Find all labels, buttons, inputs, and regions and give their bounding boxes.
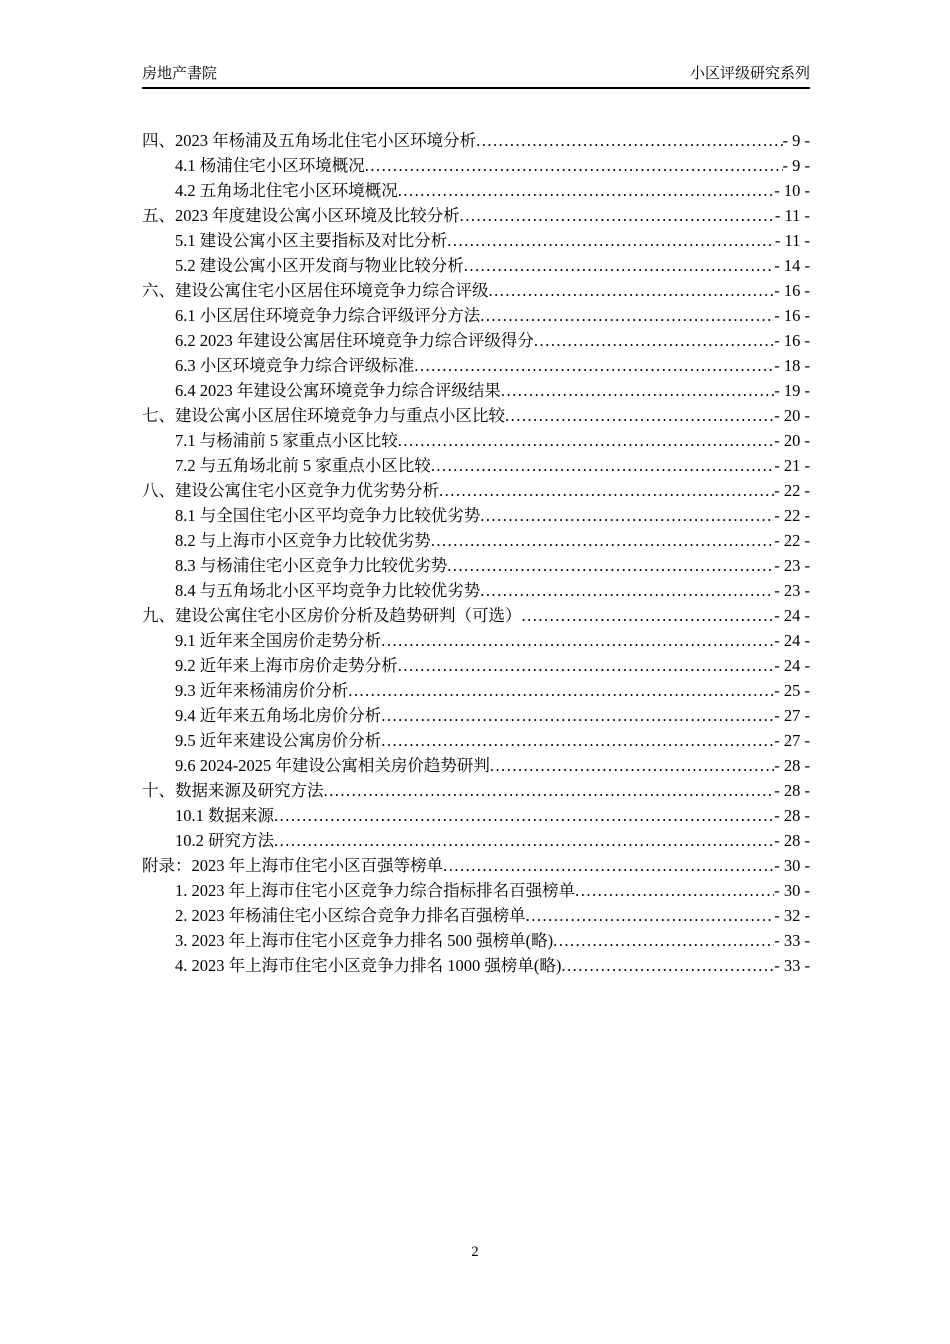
toc-entry[interactable]: [142, 428, 810, 453]
toc-entry-page: - 20 -: [774, 431, 810, 450]
toc-entry[interactable]: [142, 928, 810, 953]
toc-entry[interactable]: [142, 628, 810, 653]
toc-entry-title: 4.1 杨浦住宅小区环境概况: [175, 156, 365, 175]
toc-dot-leader: [501, 378, 774, 403]
toc-entry-title: 八、建设公寓住宅小区竞争力优劣势分析: [142, 481, 439, 500]
toc-entry-page: - 19 -: [774, 381, 810, 400]
toc-entry[interactable]: [142, 403, 810, 428]
toc-dot-leader: [381, 728, 774, 753]
toc-entry-title: 8.2 与上海市小区竞争力比较优劣势: [175, 531, 431, 550]
toc-entry[interactable]: [142, 653, 810, 678]
toc-entry[interactable]: [142, 778, 810, 803]
toc-entry[interactable]: [142, 878, 810, 903]
toc-entry-title: 8.4 与五角场北小区平均竞争力比较优劣势: [175, 581, 481, 600]
toc-entry-title: 1. 2023 年上海市住宅小区竞争力综合指标排名百强榜单: [175, 881, 576, 900]
toc-entry[interactable]: [142, 678, 810, 703]
toc-entry-page: - 28 -: [774, 756, 810, 775]
toc-entry-page: - 23 -: [774, 556, 810, 575]
toc-entry-title: 六、建设公寓住宅小区居住环境竞争力综合评级: [142, 281, 489, 300]
toc-entry[interactable]: [142, 578, 810, 603]
toc-entry-title: 九、建设公寓住宅小区房价分析及趋势研判（可选）: [142, 606, 522, 625]
toc-entry-page: - 24 -: [774, 606, 810, 625]
toc-entry-title: 四、2023 年杨浦及五角场北住宅小区环境分析: [142, 131, 477, 150]
toc-entry-page: - 27 -: [774, 731, 810, 750]
toc-dot-leader: [398, 653, 775, 678]
toc-dot-leader: [476, 128, 782, 153]
toc-list: [142, 128, 810, 978]
toc-dot-leader: [274, 803, 774, 828]
toc-entry-page: - 9 -: [782, 156, 810, 175]
toc-dot-leader: [534, 328, 774, 353]
toc-entry[interactable]: [142, 228, 810, 253]
toc-entry-page: - 11 -: [774, 206, 810, 225]
page-footer: [0, 1243, 950, 1261]
toc-dot-leader: [480, 578, 774, 603]
toc-entry-page: - 14 -: [774, 256, 810, 275]
toc-entry-title: 6.4 2023 年建设公寓环境竞争力综合评级结果: [175, 381, 501, 400]
toc-entry-title: 9.3 近年来杨浦房价分析: [175, 681, 349, 700]
toc-entry[interactable]: [142, 728, 810, 753]
toc-entry[interactable]: [142, 353, 810, 378]
toc-dot-leader: [324, 778, 775, 803]
toc-entry[interactable]: [142, 553, 810, 578]
toc-entry-page: - 16 -: [774, 306, 810, 325]
toc-entry[interactable]: [142, 278, 810, 303]
toc-entry-page: - 22 -: [774, 481, 810, 500]
toc-entry-title: 3. 2023 年上海市住宅小区竞争力排名 500 强榜单(略): [175, 931, 554, 950]
toc-dot-leader: [526, 903, 775, 928]
toc-entry-title: 10.1 数据来源: [175, 806, 274, 825]
toc-dot-leader: [505, 403, 774, 428]
toc-entry[interactable]: [142, 803, 810, 828]
toc-entry-page: - 25 -: [774, 681, 810, 700]
toc-entry-page: - 9 -: [782, 131, 810, 150]
toc-entry-page: - 18 -: [774, 356, 810, 375]
toc-entry[interactable]: [142, 853, 810, 878]
toc-entry[interactable]: [142, 903, 810, 928]
toc-entry[interactable]: [142, 528, 810, 553]
toc-dot-leader: [431, 528, 775, 553]
toc-entry[interactable]: [142, 478, 810, 503]
toc-entry[interactable]: [142, 128, 810, 153]
header-right-text: 小区评级研究系列: [689, 65, 810, 82]
toc-entry[interactable]: [142, 328, 810, 353]
toc-entry-title: 8.1 与全国住宅小区平均竞争力比较优劣势: [175, 506, 481, 525]
toc-entry-title: 9.2 近年来上海市房价走势分析: [175, 656, 398, 675]
toc-entry[interactable]: [142, 703, 810, 728]
toc-entry-page: - 33 -: [774, 956, 810, 975]
toc-dot-leader: [490, 753, 774, 778]
toc-entry-title: 9.4 近年来五角场北房价分析: [175, 706, 382, 725]
toc-entry-title: 4.2 五角场北住宅小区环境概况: [175, 181, 398, 200]
header-row: [142, 0, 810, 82]
toc-entry[interactable]: [142, 253, 810, 278]
toc-entry-title: 7.1 与杨浦前 5 家重点小区比较: [175, 431, 398, 450]
toc-entry-title: 8.3 与杨浦住宅小区竞争力比较优劣势: [175, 556, 448, 575]
toc-entry[interactable]: [142, 203, 810, 228]
toc-dot-leader: [447, 228, 775, 253]
toc-entry-title: 6.3 小区环境竞争力综合评级标准: [175, 356, 415, 375]
page-header: [142, 0, 810, 89]
toc-entry-page: - 11 -: [774, 231, 810, 250]
toc-dot-leader: [480, 503, 774, 528]
toc-entry-title: 五、2023 年度建设公寓小区环境及比较分析: [142, 206, 460, 225]
toc-entry-page: - 27 -: [774, 706, 810, 725]
toc-entry-page: - 23 -: [774, 581, 810, 600]
toc-entry-page: - 28 -: [774, 781, 810, 800]
toc-entry-page: - 24 -: [774, 656, 810, 675]
toc-dot-leader: [553, 928, 774, 953]
toc-dot-leader: [414, 353, 774, 378]
toc-entry-title: 5.1 建设公寓小区主要指标及对比分析: [175, 231, 448, 250]
toc-entry-title: 9.5 近年来建设公寓房价分析: [175, 731, 382, 750]
toc-dot-leader: [398, 178, 775, 203]
toc-dot-leader: [381, 628, 774, 653]
toc-entry-title: 10.2 研究方法: [175, 831, 274, 850]
toc-dot-leader: [365, 153, 783, 178]
toc-entry-title: 9.6 2024-2025 年建设公寓相关房价趋势研判: [175, 756, 490, 775]
toc-dot-leader: [348, 678, 774, 703]
toc-entry[interactable]: [142, 953, 810, 978]
toc-dot-leader: [575, 878, 774, 903]
toc-entry-title: 七、建设公寓小区居住环境竞争力与重点小区比较: [142, 406, 505, 425]
toc-dot-leader: [522, 603, 775, 628]
toc-entry-title: 9.1 近年来全国房价走势分析: [175, 631, 382, 650]
toc-entry-page: - 28 -: [774, 831, 810, 850]
toc-entry-title: 附录：2023 年上海市住宅小区百强等榜单: [142, 856, 444, 875]
toc-dot-leader: [439, 478, 774, 503]
toc-entry-page: - 24 -: [774, 631, 810, 650]
header-rule: [142, 87, 810, 89]
toc-dot-leader: [431, 453, 775, 478]
toc-entry-page: - 28 -: [774, 806, 810, 825]
toc-entry-page: - 20 -: [774, 406, 810, 425]
toc-entry[interactable]: [142, 153, 810, 178]
toc-entry[interactable]: [142, 828, 810, 853]
toc-entry-page: - 22 -: [774, 531, 810, 550]
toc-entry[interactable]: [142, 378, 810, 403]
toc-entry[interactable]: [142, 603, 810, 628]
toc-entry-page: - 22 -: [774, 506, 810, 525]
toc-dot-leader: [381, 703, 774, 728]
toc-entry[interactable]: [142, 178, 810, 203]
toc-entry-title: 十、数据来源及研究方法: [142, 781, 324, 800]
toc-entry[interactable]: [142, 303, 810, 328]
toc-entry[interactable]: [142, 503, 810, 528]
toc-entry-page: - 16 -: [774, 281, 810, 300]
toc-entry[interactable]: [142, 453, 810, 478]
toc-entry-title: 7.2 与五角场北前 5 家重点小区比较: [175, 456, 431, 475]
page-number: 2: [471, 1244, 479, 1260]
toc-dot-leader: [464, 253, 775, 278]
toc-dot-leader: [447, 553, 774, 578]
toc-entry[interactable]: [142, 753, 810, 778]
toc-entry-page: - 33 -: [774, 931, 810, 950]
toc-entry-title: 4. 2023 年上海市住宅小区竞争力排名 1000 强榜单(略): [175, 956, 562, 975]
toc-entry-title: 5.2 建设公寓小区开发商与物业比较分析: [175, 256, 464, 275]
toc-entry-page: - 32 -: [774, 906, 810, 925]
toc-dot-leader: [489, 278, 775, 303]
toc-entry-page: - 30 -: [774, 881, 810, 900]
toc-dot-leader: [460, 203, 775, 228]
toc-entry-page: - 10 -: [774, 181, 810, 200]
toc-dot-leader: [443, 853, 774, 878]
toc-entry-page: - 21 -: [774, 456, 810, 475]
toc-entry-title: 2. 2023 年杨浦住宅小区综合竞争力排名百强榜单: [175, 906, 526, 925]
toc-entry-title: 6.1 小区居住环境竞争力综合评级评分方法: [175, 306, 481, 325]
toc-dot-leader: [561, 953, 774, 978]
toc-entry-title: 6.2 2023 年建设公寓居住环境竞争力综合评级得分: [175, 331, 534, 350]
toc-entry-page: - 16 -: [774, 331, 810, 350]
toc-dot-leader: [398, 428, 775, 453]
header-left-text: 房地产書院: [142, 65, 218, 82]
toc-entry-page: - 30 -: [774, 856, 810, 875]
toc-dot-leader: [274, 828, 774, 853]
toc-dot-leader: [480, 303, 774, 328]
